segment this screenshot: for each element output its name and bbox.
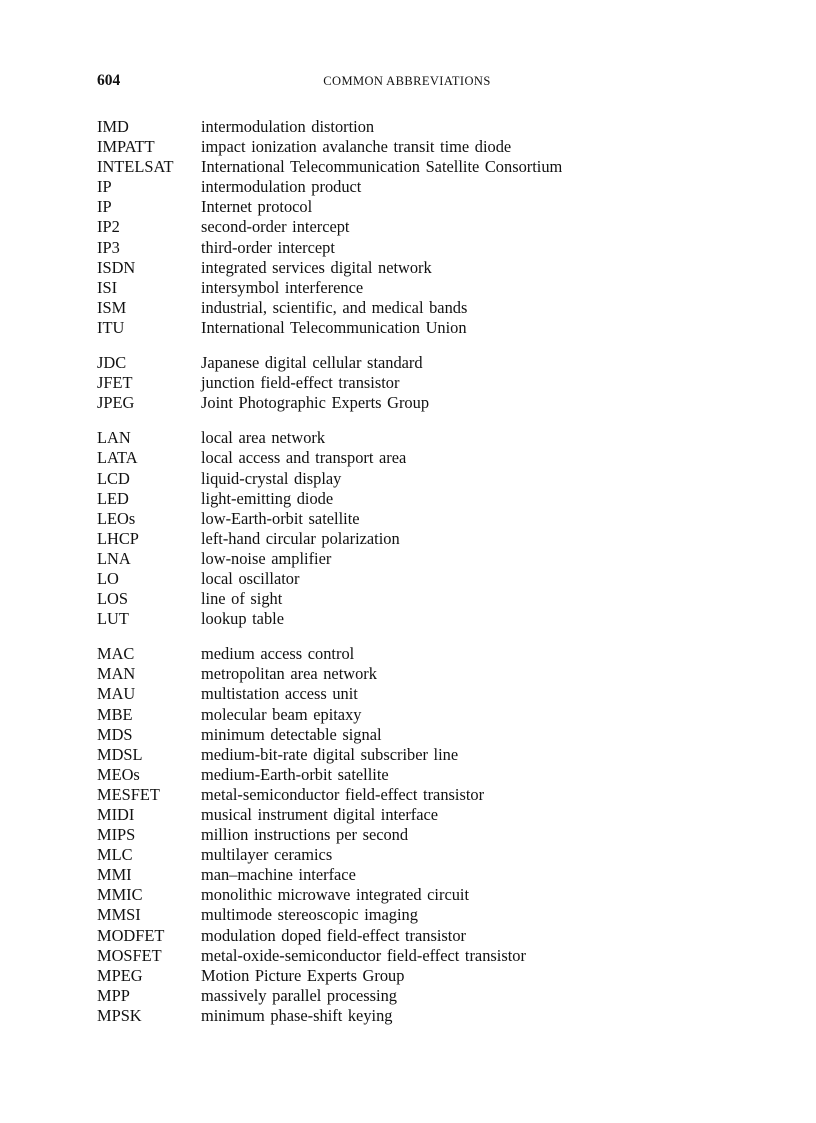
abbreviation-definition: monolithic microwave integrated circuit (201, 885, 470, 905)
abbreviation-definition: man–machine interface (201, 865, 356, 885)
abbreviation-definition: molecular beam epitaxy (201, 704, 362, 724)
abbreviation-term: MDS (97, 724, 133, 744)
abbreviation-entry (97, 509, 737, 529)
abbreviation-entry (97, 725, 737, 745)
abbreviation-definition: massively parallel processing (201, 985, 397, 1005)
abbreviation-entry (97, 238, 737, 258)
abbreviation-term: MLC (97, 845, 133, 865)
abbreviation-definition: junction field-effect transistor (201, 373, 400, 393)
abbreviation-term: MAC (97, 644, 135, 664)
abbreviation-definition: medium-bit-rate digital subscriber line (201, 744, 459, 764)
page-header (97, 72, 717, 94)
abbreviation-term: LAN (97, 428, 131, 448)
abbreviation-entry (97, 885, 737, 905)
abbreviation-term: MIPS (97, 825, 136, 845)
abbreviation-term: LCD (97, 468, 130, 488)
abbreviation-term: ISDN (97, 257, 136, 277)
abbreviation-definition: third-order intercept (201, 237, 335, 257)
abbreviation-term: IP3 (97, 237, 120, 257)
abbreviation-entry (97, 986, 737, 1006)
abbreviation-definition: local oscillator (201, 568, 300, 588)
abbreviation-entry (97, 1006, 737, 1026)
abbreviation-entry (97, 393, 737, 413)
abbreviation-entry (97, 785, 737, 805)
abbreviation-term: LED (97, 488, 129, 508)
abbreviation-term: MESFET (97, 784, 160, 804)
abbreviation-definition: impact ionization avalanche transit time diode (201, 137, 512, 157)
abbreviation-term: IP2 (97, 217, 120, 237)
abbreviation-term: JFET (97, 373, 133, 393)
abbreviation-term: IMD (97, 117, 129, 136)
abbreviation-entry (97, 684, 737, 704)
abbreviation-definition: local area network (201, 428, 326, 448)
abbreviation-definition: line of sight (201, 589, 283, 609)
abbreviation-term: MAN (97, 664, 136, 684)
abbreviation-entry (97, 353, 737, 373)
abbreviation-entry (97, 258, 737, 278)
running-title: COMMON ABBREVIATIONS (323, 74, 491, 88)
abbreviation-term: MBE (97, 704, 133, 724)
abbreviation-term: MEOs (97, 764, 140, 784)
abbreviation-definition: light-emitting diode (201, 488, 334, 508)
abbreviation-definition: modulation doped field-effect transistor (201, 925, 467, 945)
abbreviation-entry (97, 489, 737, 509)
abbreviation-entry (97, 448, 737, 468)
abbreviation-term: ITU (97, 317, 125, 337)
abbreviation-term: IP (97, 177, 112, 197)
abbreviation-entry (97, 197, 737, 217)
abbreviation-term: JDC (97, 353, 127, 373)
abbreviation-term: LO (97, 568, 119, 588)
abbreviation-entry (97, 373, 737, 393)
abbreviation-term: INTELSAT (97, 157, 174, 177)
abbreviation-definition: International Telecommunication Satellite Consortium (201, 157, 563, 177)
abbreviation-entry (97, 117, 737, 137)
abbreviation-entry (97, 157, 737, 177)
abbreviation-group-m (97, 644, 737, 1026)
abbreviation-term: MDSL (97, 744, 143, 764)
abbreviation-definition: metropolitan area network (201, 664, 377, 684)
abbreviation-entry (97, 825, 737, 845)
page-number: 604 (97, 72, 121, 89)
abbreviation-term: LOS (97, 589, 128, 609)
abbreviation-entry (97, 298, 737, 318)
abbreviation-term: MODFET (97, 925, 165, 945)
abbreviation-term: IP (97, 197, 112, 217)
abbreviation-entry (97, 805, 737, 825)
abbreviation-definition: multistation access unit (201, 684, 358, 704)
abbreviation-entry (97, 589, 737, 609)
abbreviation-term: MMSI (97, 905, 141, 925)
abbreviation-term: IMPATT (97, 137, 155, 157)
abbreviation-definition: medium-Earth-orbit satellite (201, 764, 389, 784)
abbreviation-entry (97, 664, 737, 684)
abbreviation-entry (97, 644, 737, 664)
abbreviation-term: JPEG (97, 393, 135, 413)
abbreviation-entry (97, 318, 737, 338)
abbreviation-entry (97, 926, 737, 946)
abbreviation-entry (97, 865, 737, 885)
abbreviation-entry (97, 177, 737, 197)
abbreviation-term: ISM (97, 297, 127, 317)
abbreviation-entry (97, 705, 737, 725)
abbreviation-entry (97, 765, 737, 785)
abbreviation-entry (97, 428, 737, 448)
abbreviation-term: LHCP (97, 528, 139, 548)
abbreviation-definition: million instructions per second (201, 825, 409, 845)
abbreviation-entry (97, 609, 737, 629)
abbreviation-entry (97, 966, 737, 986)
abbreviation-entry (97, 905, 737, 925)
abbreviation-entry (97, 529, 737, 549)
abbreviation-definition: multilayer ceramics (201, 845, 333, 865)
abbreviation-term: MPP (97, 985, 130, 1005)
abbreviation-entry (97, 569, 737, 589)
abbreviation-definition: minimum phase-shift keying (201, 1005, 393, 1025)
abbreviation-definition: low-Earth-orbit satellite (201, 508, 360, 528)
abbreviation-definition: intermodulation product (201, 177, 362, 197)
abbreviation-definition: left-hand circular polarization (201, 528, 400, 548)
abbreviation-entry (97, 549, 737, 569)
abbreviation-term: MIDI (97, 805, 135, 824)
abbreviation-term: LEOs (97, 508, 136, 528)
abbreviation-entry (97, 745, 737, 765)
abbreviation-entry (97, 278, 737, 298)
abbreviation-term: MOSFET (97, 945, 162, 965)
abbreviation-term: MAU (97, 684, 136, 704)
abbreviation-definition: lookup table (201, 609, 284, 629)
abbreviation-term: LATA (97, 448, 138, 468)
abbreviation-definition: medium access control (201, 644, 355, 664)
abbreviation-term: MPEG (97, 965, 143, 985)
abbreviation-definition: multimode stereoscopic imaging (201, 905, 418, 925)
abbreviation-definition: industrial, scientific, and medical bands (201, 297, 468, 317)
abbreviation-definition: intermodulation distortion (201, 117, 375, 136)
abbreviation-group-i (97, 117, 737, 338)
abbreviation-definition: local access and transport area (201, 448, 407, 468)
abbreviation-term: LNA (97, 548, 131, 568)
abbreviation-definition: metal-semiconductor field-effect transistor (201, 784, 485, 804)
abbreviation-term: MPSK (97, 1005, 142, 1025)
abbreviation-definition: Japanese digital cellular standard (201, 353, 423, 373)
abbreviation-definition: low-noise amplifier (201, 548, 332, 568)
abbreviation-term: ISI (97, 277, 118, 297)
abbreviation-term: LUT (97, 609, 129, 629)
abbreviation-definition: integrated services digital network (201, 257, 432, 277)
abbreviation-term: MMI (97, 865, 132, 885)
abbreviation-list (97, 117, 737, 1041)
abbreviation-entry (97, 137, 737, 157)
abbreviation-entry (97, 946, 737, 966)
abbreviation-definition: liquid-crystal display (201, 468, 342, 488)
abbreviation-definition: Joint Photographic Experts Group (201, 393, 430, 413)
abbreviation-definition: metal-oxide-semiconductor field-effect transistor (201, 945, 526, 965)
abbreviation-definition: International Telecommunication Union (201, 317, 467, 337)
abbreviation-group-l (97, 428, 737, 629)
abbreviation-entry (97, 217, 737, 237)
abbreviation-definition: minimum detectable signal (201, 724, 382, 744)
abbreviation-entry (97, 469, 737, 489)
abbreviation-definition: Internet protocol (201, 197, 313, 217)
abbreviation-entry (97, 845, 737, 865)
abbreviation-definition: musical instrument digital interface (201, 805, 439, 824)
abbreviation-definition: intersymbol interference (201, 277, 364, 297)
abbreviation-definition: second-order intercept (201, 217, 350, 237)
abbreviation-term: MMIC (97, 885, 143, 905)
abbreviation-group-j (97, 353, 737, 413)
abbreviation-definition: Motion Picture Experts Group (201, 965, 405, 985)
